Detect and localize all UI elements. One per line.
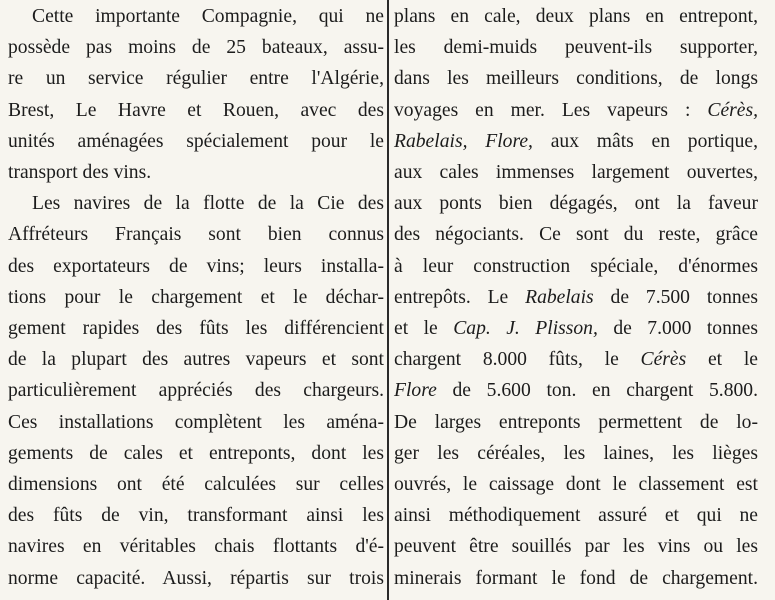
text-segment: de 5.600 ton. en chargent 5.800. xyxy=(436,380,758,402)
text-segment: plans en cale, deux plans en entrepont, xyxy=(394,6,758,27)
text-line: tions pour le chargement et le déchar- xyxy=(8,286,384,308)
italic-ship-name: Rabelais, Flore, xyxy=(394,130,533,152)
text-line xyxy=(394,501,758,531)
text-line xyxy=(394,439,758,469)
text-segment: les demi-muids peuvent-ils supporter, xyxy=(394,37,758,59)
text-segment: aux mâts en portique, xyxy=(532,130,758,152)
text-line: navires en véritables chais flottants d'é- xyxy=(8,536,384,558)
text-line xyxy=(394,64,758,94)
text-line xyxy=(394,252,758,282)
text-line: des exportateurs de vins; leurs installa- xyxy=(8,255,384,277)
text-line xyxy=(394,2,758,32)
text-line: dimensions ont été calculées sur celles xyxy=(8,474,384,495)
column-divider xyxy=(387,0,389,600)
text-line: gement rapides des fûts les différencient xyxy=(8,318,384,339)
text-line: des fûts de vin, transformant ainsi les xyxy=(8,505,384,527)
text-segment: entrepôts. Le xyxy=(394,286,526,308)
text-line xyxy=(394,220,758,250)
text-line xyxy=(394,33,758,63)
text-line xyxy=(394,96,758,126)
text-line: possède pas moins de 25 bateaux, assu- xyxy=(8,37,384,59)
text-line xyxy=(394,564,758,594)
italic-ship-name: Cap. J. Plisson, xyxy=(453,318,598,339)
text-line: Les navires de la flotte de la Cie des xyxy=(32,193,384,215)
text-segment: de 7.000 tonnes xyxy=(597,318,759,339)
text-line: Cette importante Compagnie, qui ne xyxy=(32,6,384,27)
text-segment: peuvent être souillés par les vins ou les xyxy=(394,536,758,558)
text-line xyxy=(394,408,758,438)
text-line xyxy=(394,158,758,188)
italic-ship-name: Cérès xyxy=(640,349,687,371)
italic-ship-name: Rabelais xyxy=(525,286,594,308)
text-line: norme capacité. Aussi, répartis sur trois xyxy=(8,567,384,589)
text-segment: ainsi méthodiquement assuré et qui ne xyxy=(394,505,758,527)
text-segment: De larges entreponts permettent de lo- xyxy=(394,411,758,433)
text-line xyxy=(394,532,758,562)
italic-ship-name: Flore xyxy=(394,380,437,402)
text-segment: minerais formant le fond de chargement. xyxy=(394,567,758,589)
text-line xyxy=(394,283,758,313)
text-line xyxy=(394,345,758,375)
text-line: re un service régulier entre l'Algérie, xyxy=(8,68,384,90)
text-line xyxy=(394,127,758,157)
text-line xyxy=(394,189,758,219)
text-segment: et le xyxy=(394,318,454,339)
text-segment: ouvrés, le caissage dont le classement est xyxy=(394,474,758,495)
text-segment: chargent 8.000 fûts, le xyxy=(394,349,641,371)
text-segment: des négociants. Ce sont du reste, grâce xyxy=(394,224,758,246)
text-line: unités aménagées spécialement pour le xyxy=(8,130,384,152)
text-segment: à leur construction spéciale, d'énormes xyxy=(394,255,758,277)
text-segment: de 7.500 tonnes xyxy=(593,286,758,308)
italic-ship-name: Cérès, xyxy=(707,99,758,121)
text-line: particulièrement appréciés des chargeurs. xyxy=(8,380,384,402)
text-segment: ger les céréales, les laines, les lièges xyxy=(394,442,758,464)
text-line: transport des vins. xyxy=(8,162,152,183)
text-segment: aux ponts bien dégagés, ont la faveur xyxy=(394,193,758,215)
text-line xyxy=(394,470,758,500)
text-line xyxy=(394,314,758,344)
text-line xyxy=(394,376,758,406)
text-line: Ces installations complètent les aména- xyxy=(8,411,384,433)
text-segment: voyages en mer. Les vapeurs : xyxy=(394,99,708,121)
text-line: de la plupart des autres vapeurs et sont xyxy=(8,349,384,371)
text-segment: dans les meilleurs conditions, de longs xyxy=(394,68,758,90)
text-segment: et le xyxy=(686,349,758,371)
text-line: Affréteurs Français sont bien connus xyxy=(8,224,384,246)
text-line: Brest, Le Havre et Rouen, avec des xyxy=(8,99,384,121)
text-line: gements de cales et entreponts, dont les xyxy=(8,442,384,464)
text-segment: aux cales immenses largement ouvertes, xyxy=(394,162,758,183)
